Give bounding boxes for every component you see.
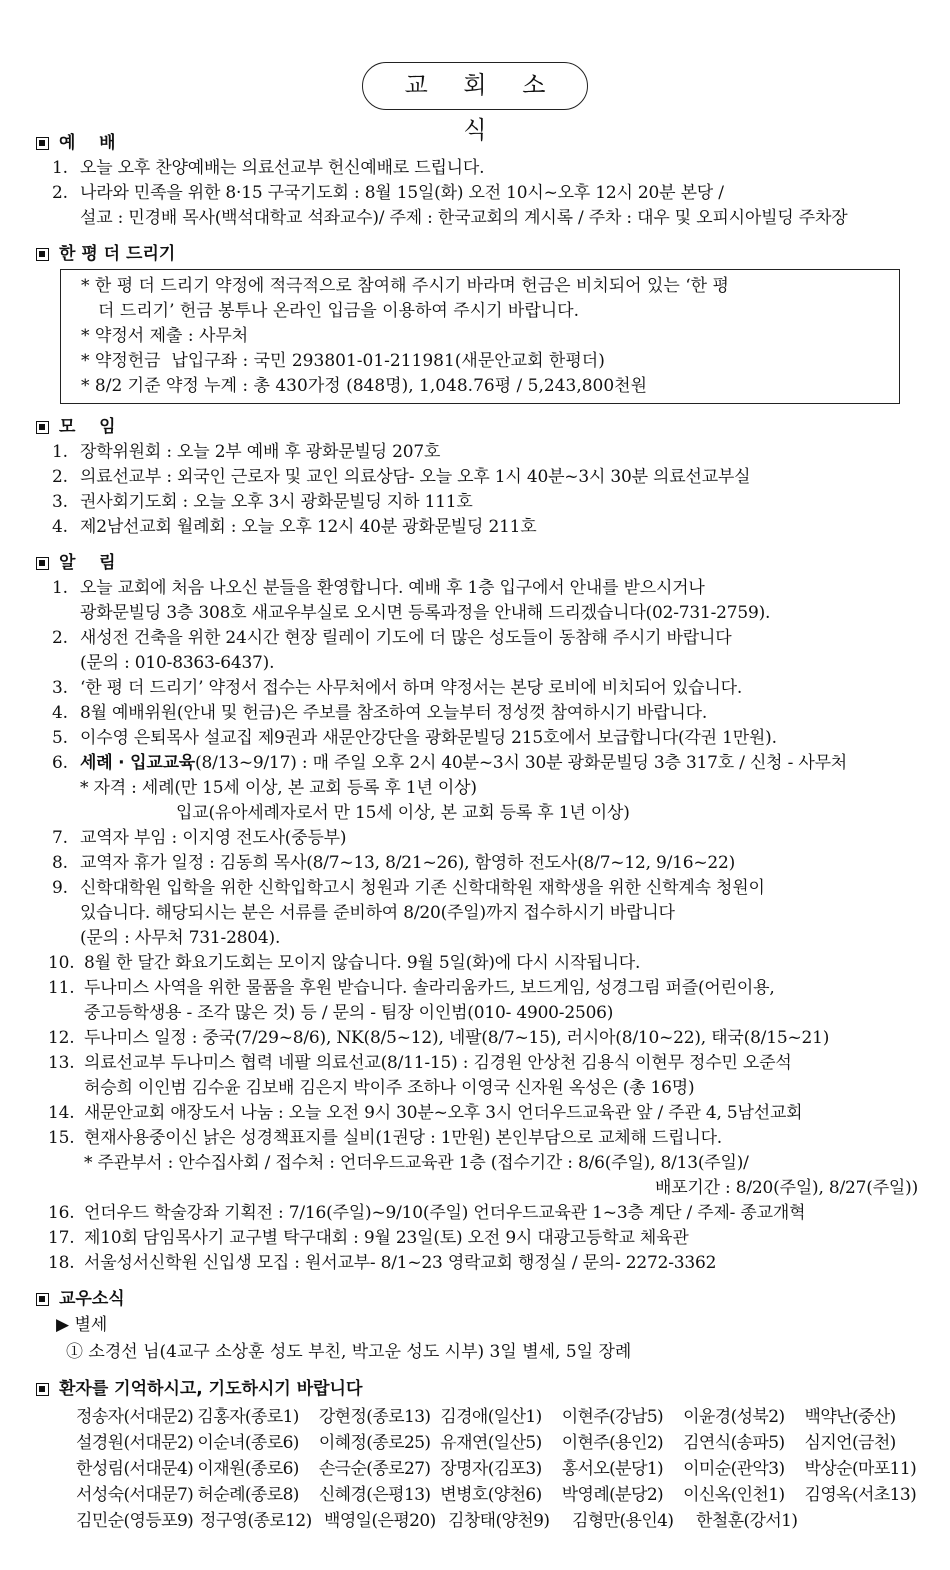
meetings-list	[36, 440, 926, 540]
pledge-line: * 약정서 제출 : 사무처	[81, 326, 249, 346]
patient-name: 이재원(종로6)	[197, 1459, 299, 1479]
notices-section	[36, 550, 926, 1276]
item-line: 오늘 교회에 처음 나오신 분들을 환영합니다. 예배 후 1층 입구에서 안내를 받으시거나	[80, 578, 705, 598]
item-number: 13.	[48, 1053, 75, 1073]
patient-name: 김형만(용인4)	[572, 1511, 674, 1531]
list-item	[36, 626, 926, 676]
patients-heading	[36, 1376, 926, 1402]
item-number: 4.	[52, 703, 68, 723]
item-line: 교역자 휴가 일정 : 김동희 목사(8/7~13, 8/21~26), 함영하 전도사(8/7~12, 9/16~22)	[80, 853, 736, 873]
item-number: 8.	[52, 853, 68, 873]
item-body	[80, 826, 926, 851]
item-number: 18.	[48, 1253, 75, 1273]
patient-name: 이미순(관악3)	[683, 1459, 785, 1479]
patients-heading-text: 환자를 기억하시고, 기도하시기 바랍니다	[59, 1379, 363, 1399]
list-item	[36, 826, 926, 851]
patient-name: 정송자(서대문2)	[76, 1407, 194, 1427]
patients-row	[76, 1482, 926, 1508]
item-line: 8월 한 달간 화요기도회는 모이지 않습니다. 9월 5일(화)에 다시 시작됩니다.	[84, 953, 641, 973]
notices-list	[36, 576, 926, 1276]
patient-name: 허순례(종로8)	[197, 1485, 299, 1505]
item-number: 3.	[52, 492, 68, 512]
item-line: 교역자 부임 : 이지영 전도사(중등부)	[80, 828, 347, 848]
square-bullet-icon	[36, 557, 49, 570]
pledge-line: 더 드리기’ 헌금 봉투나 온라인 입금을 이용하여 주시기 바랍니다.	[98, 301, 580, 321]
patients-row	[76, 1430, 926, 1456]
item-number: 17.	[48, 1228, 75, 1248]
patients-row	[76, 1404, 926, 1430]
item-line: 배포기간 : 8/20(주일), 8/27(주일))	[654, 1178, 918, 1198]
notices-heading-text: 알 림	[59, 553, 116, 573]
pledge-line: * 한 평 더 드리기 약정에 적극적으로 참여해 주시기 바라며 헌금은 비치되어 있는 ‘한 평	[81, 276, 729, 296]
page-title: 교 회 소 식	[362, 62, 588, 110]
patient-name: 서성숙(서대문7)	[76, 1485, 194, 1505]
item-body	[80, 676, 926, 701]
list-item	[36, 515, 926, 540]
patients-row	[76, 1508, 926, 1534]
item-number: 6.	[52, 753, 68, 773]
item-line: 언더우드 학술강좌 기획전 : 7/16(주일)~9/10(주일) 언더우드교육관 1~3층 계단 / 주제- 종교개혁	[84, 1203, 806, 1223]
patient-name: 설경원(서대문2)	[76, 1433, 194, 1453]
meetings-section	[36, 414, 926, 540]
item-body	[80, 876, 926, 951]
item-line: 8월 예배위원(안내 및 헌금)은 주보를 참조하여 오늘부터 정성껏 참여하시기 바랍니다.	[80, 703, 708, 723]
patient-name: 백약난(중산)	[804, 1407, 896, 1427]
item-line: 오늘 오후 찬양예배는 의료선교부 헌신예배로 드립니다.	[80, 158, 485, 178]
item-body	[84, 1126, 926, 1201]
list-item	[36, 1226, 926, 1251]
item-text: (8/13~9/17) : 매 주일 오후 2시 40분~3시 30분 광화문빌딩 3층 317호 / 신청 - 사무처	[195, 753, 848, 773]
item-line: 중고등학생용 - 조각 많은 것) 등 / 문의 - 팀장 이인범(010- 4900-2506)	[84, 1003, 614, 1023]
item-body	[80, 490, 926, 515]
item-line: 있습니다. 해당되시는 분은 서류를 준비하여 8/20(주일)까지 접수하시기 바랍니다	[80, 903, 675, 923]
item-line	[80, 751, 926, 776]
patient-name: 이윤경(성북2)	[683, 1407, 785, 1427]
item-body	[80, 440, 926, 465]
list-item	[36, 1051, 926, 1101]
list-item	[36, 465, 926, 490]
patients-section	[36, 1376, 926, 1534]
item-line: 서울성서신학원 신입생 모집 : 원서교부- 8/1~23 영락교회 행정실 / 문의- 2272-3362	[84, 1253, 717, 1273]
item-line: 광화문빌딩 3층 308호 새교우부실로 오시면 등록과정을 안내해 드리겠습니다(02-731-2759).	[80, 603, 771, 623]
item-body	[84, 1026, 926, 1051]
item-body	[84, 1251, 926, 1276]
item-line: 의료선교부 두나미스 협력 네팔 의료선교(8/11-15) : 김경원 안상천 김용식 이현무 정수민 오준석	[84, 1053, 792, 1073]
patient-name: 심지언(금천)	[804, 1433, 896, 1453]
item-number: 5.	[52, 728, 68, 748]
patient-name: 김창태(양천9)	[448, 1511, 550, 1531]
list-item	[36, 1101, 926, 1126]
item-line: 나라와 민족을 위한 8·15 구국기도회 : 8월 15일(화) 오전 10시~오후 12시 20분 본당 /	[80, 183, 724, 203]
patient-name: 박상순(마포11)	[804, 1459, 917, 1479]
list-item	[36, 751, 926, 826]
item-line: 허승희 이인범 김수윤 김보배 김은지 박이주 조하나 이영국 신자원 옥성은 (총 16명)	[84, 1078, 695, 1098]
item-line: 권사회기도회 : 오늘 오후 3시 광화문빌딩 지하 111호	[80, 492, 473, 512]
members-heading-text: 교우소식	[59, 1289, 125, 1309]
patient-name: 강현정(종로13)	[318, 1407, 431, 1427]
item-line: ‘한 평 더 드리기’ 약정서 접수는 사무처에서 하며 약정서는 본당 로비에 비치되어 있습니다.	[80, 678, 743, 698]
item-line: 두나미스 일정 : 중국(7/29~8/6), NK(8/5~12), 네팔(8/7~15), 러시아(8/10~22), 태국(8/15~21)	[84, 1028, 830, 1048]
members-subheading: ▶ 별세	[56, 1315, 108, 1335]
item-body	[84, 1201, 926, 1226]
list-item	[36, 156, 926, 181]
meetings-heading	[36, 414, 926, 440]
item-line: 장학위원회 : 오늘 2부 예배 후 광화문빌딩 207호	[80, 442, 441, 462]
item-body	[84, 1226, 926, 1251]
item-line: 새문안교회 애장도서 나눔 : 오늘 오전 9시 30분~오후 3시 언더우드교육관 앞 / 주관 4, 5남선교회	[84, 1103, 803, 1123]
pledge-section	[36, 241, 926, 404]
item-body	[80, 626, 926, 676]
item-number: 12.	[48, 1028, 75, 1048]
item-sub-line: * 자격 : 세례(만 15세 이상, 본 교회 등록 후 1년 이상)	[80, 778, 477, 798]
item-line: 제10회 담임목사기 교구별 탁구대회 : 9월 23일(토) 오전 9시 대광고등학교 체육관	[84, 1228, 689, 1248]
list-item	[36, 876, 926, 951]
item-line: 신학대학원 입학을 위한 신학입학고시 청원과 기존 신학대학원 재학생을 위한 신학계속 청원이	[80, 878, 765, 898]
patient-name: 홍서오(분당1)	[561, 1459, 664, 1479]
item-number: 2.	[52, 628, 68, 648]
list-item	[36, 576, 926, 626]
square-bullet-icon	[36, 137, 49, 150]
item-number: 3.	[52, 678, 68, 698]
item-body	[80, 156, 926, 181]
patient-name: 박영례(분당2)	[561, 1485, 664, 1505]
item-body	[84, 1101, 926, 1126]
list-item	[36, 951, 926, 976]
item-line: 두나미스 사역을 위한 물품을 후원 받습니다. 솔라리움카드, 보드게임, 성경그림 퍼즐(어린이용,	[84, 978, 775, 998]
list-item	[36, 1251, 926, 1276]
item-body	[80, 515, 926, 540]
list-item	[36, 701, 926, 726]
square-bullet-icon	[36, 1293, 49, 1306]
patient-name: 김영옥(서초13)	[804, 1485, 917, 1505]
members-section	[36, 1286, 926, 1366]
patient-name: 이신옥(인천1)	[683, 1485, 785, 1505]
list-item	[36, 676, 926, 701]
patient-name: 이현주(강남5)	[561, 1407, 664, 1427]
item-number: 4.	[52, 517, 68, 537]
item-body	[80, 751, 926, 826]
list-item	[36, 490, 926, 515]
patient-name: 이순녀(종로6)	[197, 1433, 299, 1453]
patient-name: 김홍자(종로1)	[197, 1407, 299, 1427]
worship-list	[36, 156, 926, 231]
worship-heading	[36, 130, 926, 156]
square-bullet-icon	[36, 1383, 49, 1396]
item-number: 11.	[48, 978, 75, 998]
item-body	[80, 181, 926, 231]
pledge-line: * 약정헌금 납입구좌 : 국민 293801-01-211981(새문안교회 한평더)	[81, 351, 605, 371]
item-number: 1.	[52, 442, 68, 462]
list-item	[36, 440, 926, 465]
item-line: (문의 : 010-8363-6437).	[80, 653, 275, 673]
item-number: 7.	[52, 828, 68, 848]
members-heading	[36, 1286, 926, 1312]
patient-name: 김연식(송파5)	[683, 1433, 785, 1453]
item-line: 새성전 건축을 위한 24시간 현장 릴레이 기도에 더 많은 성도들이 동참해 주시기 바랍니다	[80, 628, 732, 648]
item-line: * 주관부서 : 안수집사회 / 접수처 : 언더우드교육관 1층 (접수기간 : 8/6(주일), 8/13(주일)/	[84, 1153, 749, 1173]
item-number: 2.	[52, 183, 68, 203]
square-bullet-icon	[36, 421, 49, 434]
patient-name: 한성림(서대문4)	[76, 1459, 194, 1479]
item-line: 설교 : 민경배 목사(백석대학교 석좌교수)/ 주제 : 한국교회의 계시록 / 주차 : 대우 및 오피시아빌딩 주차장	[80, 208, 848, 228]
list-item	[36, 976, 926, 1026]
square-bullet-icon	[36, 248, 49, 261]
patient-name: 장명자(김포3)	[440, 1459, 542, 1479]
item-body	[84, 1051, 926, 1101]
patient-name: 유재연(일산5)	[440, 1433, 542, 1453]
patient-name: 이현주(용인2)	[561, 1433, 664, 1453]
item-body	[80, 726, 926, 751]
patient-name: 한철훈(강서1)	[696, 1511, 798, 1531]
item-number: 10.	[48, 953, 75, 973]
item-number: 1.	[52, 158, 68, 178]
patient-name: 김민순(영등포9)	[76, 1511, 194, 1531]
item-sub-line: 입교(유아세례자로서 만 15세 이상, 본 교회 등록 후 1년 이상)	[176, 803, 630, 823]
item-body	[84, 951, 926, 976]
item-body	[80, 701, 926, 726]
item-body	[80, 465, 926, 490]
pledge-heading-text: 한 평 더 드리기	[59, 244, 176, 264]
item-line: 의료선교부 : 외국인 근로자 및 교인 의료상담- 오늘 오후 1시 40분~3시 30분 의료선교부실	[80, 467, 751, 487]
item-bold-text: 세례 · 입교교육	[80, 753, 196, 773]
pledge-box	[60, 269, 900, 404]
item-number: 15.	[48, 1128, 75, 1148]
item-number: 9.	[52, 878, 68, 898]
patient-name: 신혜경(은평13)	[318, 1485, 431, 1505]
meetings-heading-text: 모 임	[59, 417, 116, 437]
list-item	[36, 726, 926, 751]
list-item	[36, 1126, 926, 1201]
item-number: 2.	[52, 467, 68, 487]
patients-row	[76, 1456, 926, 1482]
list-item	[36, 851, 926, 876]
item-line: 제2남선교회 월례회 : 오늘 오후 12시 40분 광화문빌딩 211호	[80, 517, 537, 537]
worship-heading-text: 예 배	[59, 133, 116, 153]
item-number: 1.	[52, 578, 68, 598]
worship-section	[36, 130, 926, 231]
item-number: 16.	[48, 1203, 75, 1223]
item-body	[80, 576, 926, 626]
item-number: 14.	[48, 1103, 75, 1123]
patients-grid	[36, 1404, 926, 1534]
item-line: 이수영 은퇴목사 설교집 제9권과 새문안강단을 광화문빌딩 215호에서 보급합니다(각권 1만원).	[80, 728, 777, 748]
patient-name: 백영일(은평20)	[324, 1511, 436, 1531]
members-item: ① 소경선 님(4교구 소상훈 성도 부친, 박고운 성도 시부) 3일 별세, 5일 장례	[66, 1342, 632, 1362]
item-body	[80, 851, 926, 876]
patient-name: 정구영(종로12)	[200, 1511, 312, 1531]
patient-name: 변병호(양천6)	[440, 1485, 542, 1505]
pledge-line: * 8/2 기준 약정 누계 : 총 430가정 (848명), 1,048.76평 / 5,243,800천원	[81, 376, 648, 396]
pledge-heading	[36, 241, 926, 267]
patient-name: 김경애(일산1)	[440, 1407, 542, 1427]
notices-heading	[36, 550, 926, 576]
list-item	[36, 181, 926, 231]
list-item	[36, 1201, 926, 1226]
content	[36, 120, 926, 1534]
item-body	[84, 976, 926, 1026]
patient-name: 손극순(종로27)	[318, 1459, 431, 1479]
patient-name: 이혜정(종로25)	[318, 1433, 431, 1453]
item-line: (문의 : 사무처 731-2804).	[80, 928, 281, 948]
list-item	[36, 1026, 926, 1051]
item-line: 현재사용중이신 낡은 성경책표지를 실비(1권당 : 1만원) 본인부담으로 교체해 드립니다.	[84, 1128, 723, 1148]
